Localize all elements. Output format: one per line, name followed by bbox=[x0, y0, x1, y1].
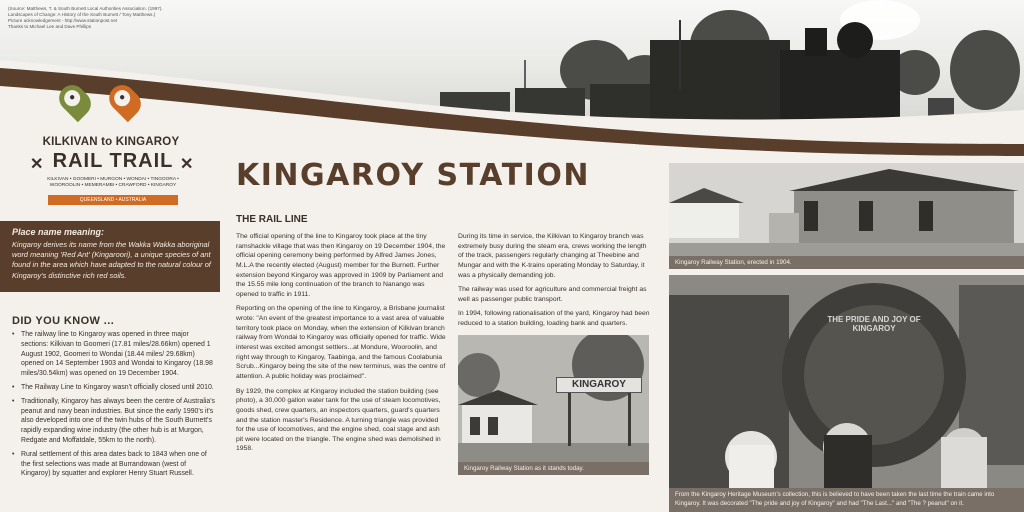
walker-pin-icon: ● bbox=[54, 80, 96, 122]
cross-icon: ✕ bbox=[30, 156, 44, 173]
station-1904-illustration bbox=[669, 163, 1024, 256]
paragraph: During its time in service, the Kilkivan to Kingaroy branch was extremely busy during the steam era, crews working the length of the track, passengers regularly changing at Theebine and Mungar and with the K-trains operating Monday to Saturday, it was a physically demanding job. bbox=[458, 233, 647, 279]
place-text: Kingaroy derives its name from the Wakka Wakka aboriginal word meaning 'Red Ant' (Kingaroori), a unique species of ant found in the area which have adapted to the natural colour of Kingaroy's distinctive rich red soils. bbox=[12, 240, 211, 280]
paragraph: By 1929, the complex at Kingaroy included the station building (see photo), a 30,000 gallon water tank for the use of steam locomotives, goods shed, crew quarters, an inspectors quarters, guard's quarters and the station master's Residence. A turning triangle was provided for the use of locomotives, and the engine shed, coal stage and ash pit were located on the triangle. The engine shed was demolished in 1958. bbox=[236, 387, 441, 453]
source-line: (Source: Matthews, T. & South Burnett Local Authorities Association. (1997). bbox=[8, 6, 163, 11]
logo-state: QUEENSLAND • AUSTRALIA bbox=[48, 195, 178, 205]
photo-caption: Kingaroy Railway Station as it stands today. bbox=[458, 462, 649, 475]
paragraph: Reporting on the opening of the line to Kingaroy, a Brisbane journalist wrote: "An event of the greatest importance to a vast area of valuable territory took place on Monday, when the extension of Kilkivan branch railway from Wondai to Kingaroy was officially opened for traffic. Wide interest was excited amongst settlers...at Mondure, Wooroolin, and right way through to Kingaroy, Taabinga, and the famous Coolabunia Scrub...Kingaroy being the site of the new terminus, was the centre of attention. A public holiday was proclaimed". bbox=[236, 305, 446, 380]
station-sign: KINGAROY bbox=[556, 377, 642, 393]
station-1904-photo bbox=[669, 163, 1024, 269]
station-today-illustration bbox=[458, 335, 649, 462]
source-line: Thanks to Michael Lee and Dave Phillips bbox=[8, 23, 91, 29]
logo-towns: KILKIVAN • GOOMERI • MURGON • WONDAI • TINGOORA • WOOROOLIN • MEMERAMBI • CRAWFORD • KINGAROY bbox=[47, 177, 179, 189]
page-title: KINGAROY STATION bbox=[236, 158, 590, 193]
list-item: • Traditionally, Kingaroy has always been the centre of Australia's peanut and navy bean industries. But since the early 1990's it's also developed into one of the twin hubs of the South Burnett's rapidly expanding wine industry (the other hub is at Murgon, Redgate and Moffatdale, 55km to the north). bbox=[12, 397, 216, 446]
logo-title: RAIL TRAIL bbox=[52, 150, 174, 172]
rail-trail-logo bbox=[28, 84, 198, 214]
text-column-1 bbox=[236, 232, 448, 459]
place-title: Place name meaning: bbox=[12, 227, 105, 237]
paragraph: The official opening of the line to Kingaroy took place at the tiny ramshackle village that was then Kingaroy on 19 December 1904, the official opening ceremony being performed by Alfred James Jones, M.L.A the recently elected (August) member for the Burnett. Further extension beyond Kingaroy was approved in 1909 by Parliament and the 15.55 mile long continuation of the branch to Nanango was opened to traffic in 1911. bbox=[236, 233, 446, 298]
list-item: • Rural settlement of this area dates back to 1843 when one of the first selections was made at Burrandowan (west of Kingaroy) by squatter and explorer Henry Stuart Russell. bbox=[12, 450, 216, 479]
station-today-photo bbox=[458, 335, 649, 475]
place-name-box bbox=[0, 221, 220, 292]
source-line: Picture acknowledgement - http://www.stationpost.net bbox=[8, 17, 118, 23]
last-train-illustration bbox=[669, 275, 1024, 488]
cyclist-pin-icon: ● bbox=[104, 80, 146, 122]
section-title: THE RAIL LINE bbox=[236, 214, 308, 225]
photo-caption: Kingaroy Railway Station, erected in 1904. bbox=[669, 256, 1024, 269]
locomotive-sign: THE PRIDE AND JOY OF KINGAROY bbox=[827, 315, 921, 333]
paragraph: In 1994, following rationalisation of the yard, Kingaroy had been reduced to a station building, loading bank and quarters. bbox=[458, 310, 650, 328]
text-column-2 bbox=[458, 232, 651, 334]
list-item: • The Railway Line to Kingaroy wasn't officially closed until 2010. bbox=[12, 383, 216, 393]
paragraph: The railway was used for agriculture and commercial freight as well as passenger public transport. bbox=[458, 286, 647, 303]
list-item: • The railway line to Kingaroy was opened in three major sections: Kilkivan to Goomeri (17.81 miles/28.66km) opened 1 August 1902, Goomeri to Wondai (18.44 miles/ 29.68km) opened on 14 September 1903 and Wondai to Kingaroy (18.98 miles/30.54km) was opened on 19 December 1904. bbox=[12, 330, 216, 379]
photo-caption: From the Kingaroy Heritage Museum's collection, this is believed to have been taken the last time the train came into Kingaroy. It was decorated "The pride and joy of Kingaroy" and had "The Last..." and "The ? peanut" on it. bbox=[669, 488, 1024, 512]
photo-sources bbox=[8, 6, 228, 30]
cross-icon: ✕ bbox=[180, 156, 194, 173]
source-line: Landscapes of Change: A History of the South Burnett / Tony Matthews.) bbox=[8, 11, 156, 17]
did-you-know-heading: DID YOU KNOW ... bbox=[12, 315, 115, 327]
last-train-photo bbox=[669, 275, 1024, 512]
did-you-know-list bbox=[12, 330, 216, 483]
logo-subtitle: KILKIVAN to KINGAROY bbox=[42, 136, 180, 148]
